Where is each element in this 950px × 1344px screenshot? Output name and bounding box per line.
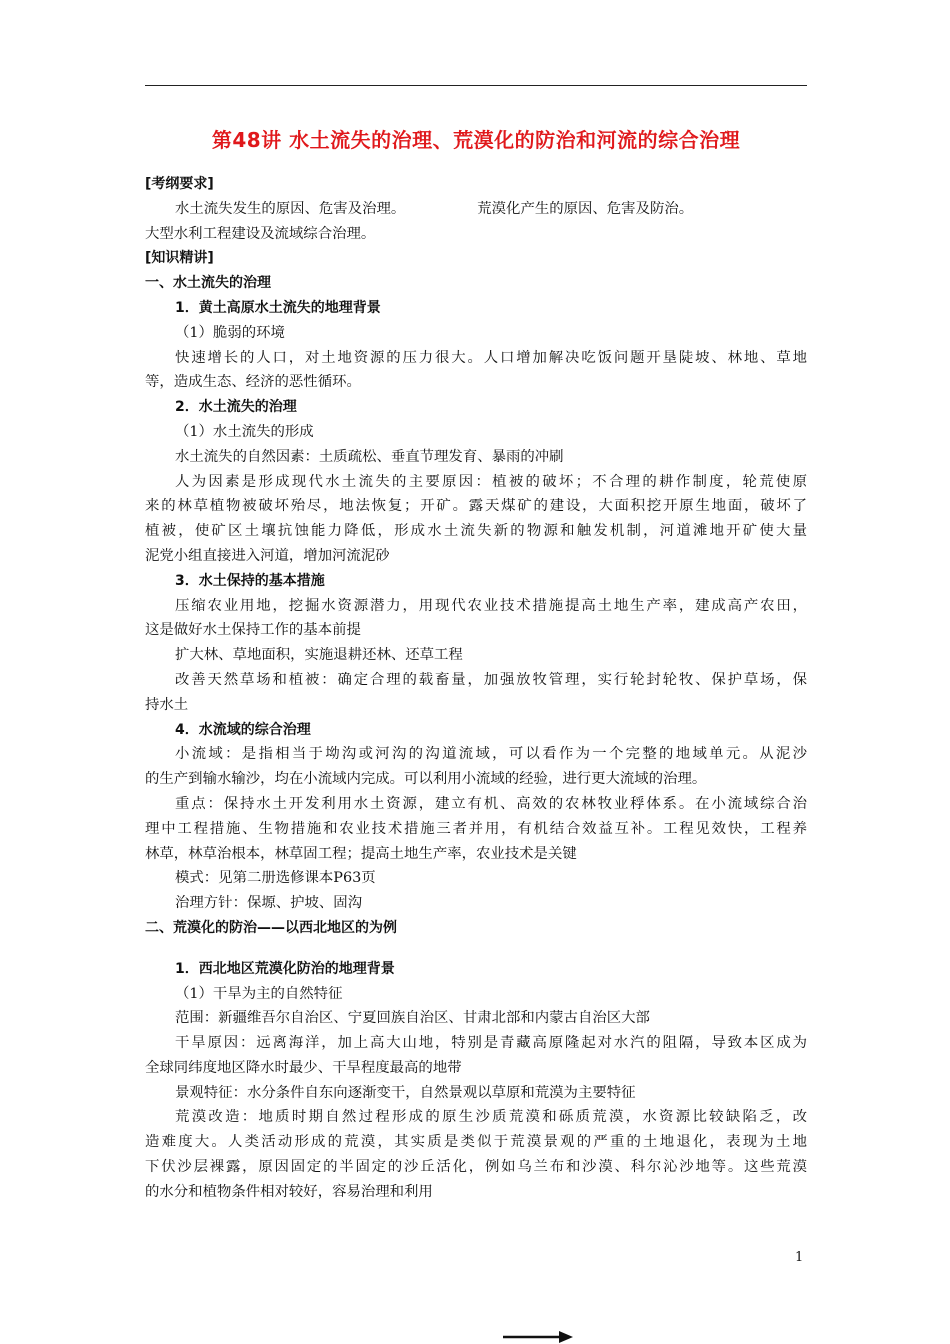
subheading-1: 1．黄土高原水土流失的地理背景 <box>175 299 381 316</box>
paragraph-line: 来的林草植物被破坏殆尽，地法恢复；开矿。露天煤矿的建设，大面积挖开原生地面，破坏了 <box>145 498 807 515</box>
paragraph-line: 重点：保持水土开发利用水土资源，建立有机、高效的农林牧业稃体系。在小流域综合治 <box>175 795 807 812</box>
paragraph-line: （1）水土流失的形成 <box>175 423 314 440</box>
requirement-item-2: 荒漠化产生的原因、危害及防治。 <box>477 200 694 217</box>
section-label-requirements: [考纲要求] <box>145 176 214 192</box>
requirement-item-3: 大型水利工程建设及流域综合治理。 <box>145 225 376 242</box>
requirement-item-1: 水土流失发生的原因、危害及治理。 <box>175 200 406 217</box>
page-number: 1 <box>795 1250 804 1265</box>
section-gap <box>145 941 807 957</box>
paragraph-line: 人为因素是形成现代水土流失的主要原因：植被的破坏；不合理的耕作制度，轮荒使原 <box>175 473 807 490</box>
paragraph-line: 植被，使矿区土壤抗蚀能力降低，形成水土流失新的物源和触发机制，河道滩地开矿使大量 <box>145 523 807 540</box>
paragraph-line: （1）干旱为主的自然特征 <box>175 985 343 1002</box>
requirements-line-1 <box>145 197 807 222</box>
header-rule <box>145 85 807 86</box>
subheading-2: 2．水土流失的治理 <box>175 399 297 416</box>
section-label-knowledge: [知识精讲] <box>145 250 214 267</box>
subheading-5: 1．西北地区荒漠化防治的地理背景 <box>175 960 395 977</box>
paragraph-line: 干旱原因：远离海洋，加上高大山地，特别是青藏高原隆起对水汽的阻隔，导致本区成为 <box>175 1035 807 1052</box>
paragraph-line: 理中工程措施、生物措施和农业技术措施三者并用，有机结合效益互补。工程见效快，工程养 <box>145 820 807 837</box>
paragraph-line: 的水分和植物条件相对较好，容易治理和利用 <box>145 1183 433 1200</box>
paragraph-line: 这是做好水土保持工作的基本前提 <box>145 622 361 639</box>
paragraph-line: 全球同纬度地区降水时最少、干旱程度最高的地带 <box>145 1059 462 1076</box>
paragraph-line: 持水土 <box>145 696 189 713</box>
page-title: 第48讲 水土流失的治理、荒漠化的防治和河流的综合治理 <box>211 128 741 152</box>
paragraph-line: 压缩农业用地，挖掘水资源潜力，用现代农业技术措施提高土地生产率，建成高产农田， <box>175 597 807 614</box>
paragraph-line: 范围：新疆维吾尔自治区、宁夏回族自治区、甘肃北部和内蒙古自治区大部 <box>175 1010 650 1027</box>
paragraph-line: 快速增长的人口，对土地资源的压力很大。人口增加解决吃饭问题开垦陡坡、林地、草地 <box>175 349 807 366</box>
paragraph-line: 治理方针：保塬、护坡、固沟 <box>175 895 363 912</box>
paragraph-line: 下伏沙层裸露，原因固定的半固定的沙丘活化，例如乌兰布和沙漠、科尔沁沙地等。这些荒漠 <box>145 1159 807 1176</box>
paragraph-line: （1）脆弱的环境 <box>175 324 285 341</box>
paragraph-line: 改善天然草场和植被：确定合理的载畜量，加强放牧管理，实行轮封轮牧、保护草场，保 <box>175 671 807 688</box>
paragraph-line: 扩大林、草地面积，实施退耕还林、还草工程 <box>175 647 463 664</box>
paragraph-line: 等，造成生态、经济的恶性循环。 <box>145 374 361 391</box>
paragraph-line: 水土流失的自然因素：土质疏松、垂直节理发育、暴雨的冲刷 <box>175 448 564 465</box>
arrow-right-icon <box>503 1328 573 1344</box>
heading-part-2: 二、荒漠化的防治——以西北地区的为例 <box>145 919 397 936</box>
document-body <box>145 172 807 1205</box>
subheading-3: 3．水土保持的基本措施 <box>175 572 325 589</box>
paragraph-line: 模式：见第二册选修课本P63页 <box>175 870 376 887</box>
paragraph-line: 小流域：是指相当于坳沟或河沟的沟道流域，可以看作为一个完整的地域单元。从泥沙 <box>175 746 807 763</box>
paragraph-line: 荒漠改造：地质时期自然过程形成的原生沙质荒漠和砾质荒漠，水资源比较缺陷乏，改 <box>175 1109 807 1126</box>
paragraph-line: 的生产到输水输沙，均在小流域内完成。可以利用小流域的经验，进行更大流域的治理。 <box>145 771 707 788</box>
subheading-4: 4．水流域的综合治理 <box>175 721 311 738</box>
paragraph-line: 泥党小组直接进入河道，增加河流泥砂 <box>145 547 390 564</box>
paragraph-line: 景观特征：水分条件自东向逐渐变干，自然景观以草原和荒漠为主要特征 <box>175 1084 636 1101</box>
paragraph-line: 造难度大。人类活动形成的荒漠，其实质是类似于荒漠景观的严重的土地退化，表现为土地 <box>145 1134 807 1151</box>
paragraph-line: 林草，林草治根本，林草固工程；提高土地生产率，农业技术是关键 <box>145 845 577 862</box>
heading-part-1: 一、水土流失的治理 <box>145 275 271 292</box>
